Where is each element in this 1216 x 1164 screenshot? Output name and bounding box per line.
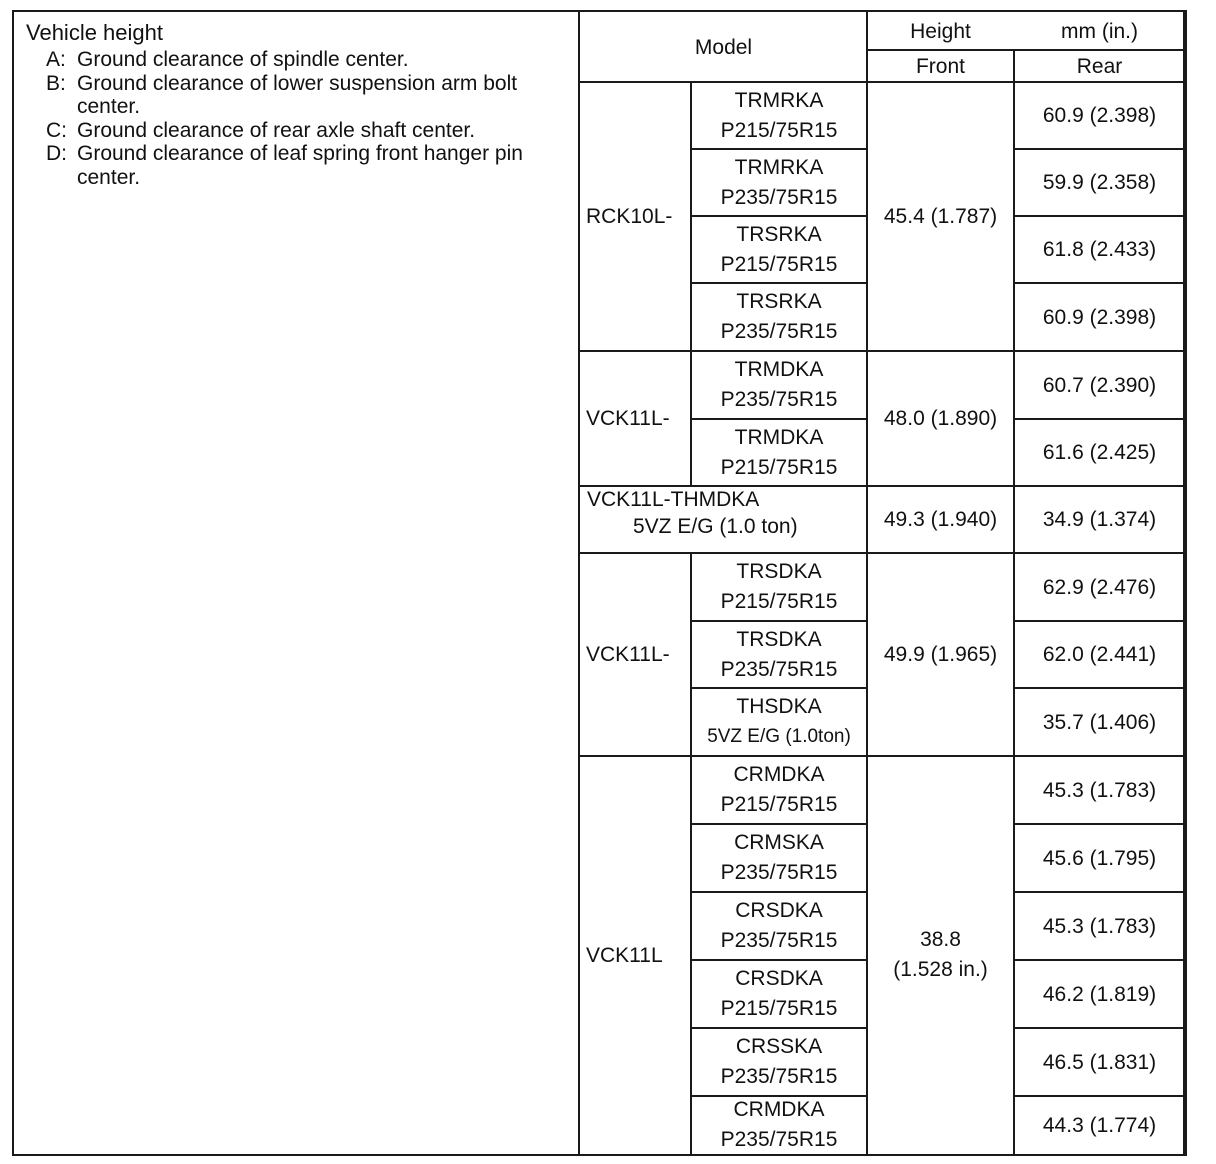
note-key: B: <box>46 71 66 95</box>
front-value-line: 38.8 <box>920 928 961 951</box>
model-code: TRSRKA <box>736 290 822 313</box>
model-cell <box>580 486 867 553</box>
front-value: 49.3 (1.940) <box>883 508 998 531</box>
note-key: C: <box>46 118 67 142</box>
model-code-cell <box>691 419 867 486</box>
model-code: CRSSKA <box>735 1035 823 1058</box>
model-code-cell <box>691 1096 867 1154</box>
tire-size: P235/75R15 <box>720 388 838 411</box>
tire-size: P235/75R15 <box>720 1065 838 1088</box>
header-model: Model <box>694 35 753 59</box>
tire-size: P235/75R15 <box>720 1128 838 1151</box>
note-d <box>46 142 571 189</box>
model-code-cell <box>691 82 867 149</box>
front-value <box>867 756 1014 1154</box>
header-unit: mm (in.) <box>1061 19 1138 43</box>
model-code: TRSRKA <box>736 222 822 246</box>
rear-value: 59.9 (2.358) <box>1042 171 1157 194</box>
model-code: CRSDKA <box>735 967 823 990</box>
rear-value: 60.9 (2.398) <box>1042 305 1157 329</box>
tire-size: P215/75R15 <box>720 118 838 142</box>
model-code-cell <box>691 621 867 688</box>
rear-value: 45.6 (1.795) <box>1042 846 1157 870</box>
model-code: TRSDKA <box>736 627 822 651</box>
tire-size: P215/75R15 <box>720 997 838 1020</box>
rear-value: 62.0 (2.441) <box>1042 643 1157 666</box>
vehicle-height-panel <box>14 12 580 1154</box>
front-value: 48.0 (1.890) <box>883 407 998 430</box>
note-text: Ground clearance of lower suspension arm bolt center. <box>77 71 518 118</box>
note-text: Ground clearance of spindle center. <box>77 48 409 71</box>
tire-size: P235/75R15 <box>720 185 838 209</box>
model-code-cell <box>691 283 867 351</box>
front-value-line: (1.528 in.) <box>893 958 988 981</box>
note-key: D: <box>46 142 67 165</box>
height-spec-table <box>580 12 1185 1154</box>
rear-value: 61.6 (2.425) <box>1042 441 1157 464</box>
rear-value: 60.7 (2.390) <box>1042 373 1157 397</box>
tire-size: P215/75R15 <box>720 793 838 816</box>
model-code: CRSDKA <box>735 899 823 922</box>
model-code: TRMDKA <box>734 358 824 381</box>
tire-size: P235/75R15 <box>720 657 838 681</box>
note-key: A: <box>46 48 66 71</box>
tire-size: 5VZ E/G (1.0ton) <box>707 726 851 747</box>
tire-size: P215/75R15 <box>720 252 838 276</box>
rear-value: 62.9 (2.476) <box>1042 575 1157 599</box>
model-code: TRMRKA <box>734 88 824 112</box>
table-rule <box>867 49 1185 51</box>
rear-value: 61.8 (2.433) <box>1042 238 1157 261</box>
model-code-cell <box>691 216 867 283</box>
rear-value: 34.9 (1.374) <box>1042 508 1157 531</box>
model-code-cell <box>691 824 867 892</box>
header-front: Front <box>915 54 965 78</box>
model-line: 5VZ E/G (1.0 ton) <box>633 515 798 538</box>
model-code-cell <box>691 688 867 756</box>
front-value: 45.4 (1.787) <box>883 205 998 228</box>
model-code: CRMDKA <box>733 763 825 786</box>
tire-size: P235/75R15 <box>720 320 838 343</box>
table-rule <box>1183 12 1185 1154</box>
model-code: CRMDKA <box>733 1098 825 1121</box>
model-code-cell <box>691 892 867 960</box>
rear-value: 46.5 (1.831) <box>1042 1050 1157 1074</box>
model-cell: RCK10L- <box>586 205 673 228</box>
rear-value: 45.3 (1.783) <box>1042 914 1157 938</box>
spec-sheet <box>12 10 1187 1156</box>
header-rear: Rear <box>1076 54 1123 78</box>
model-code: TRMDKA <box>734 425 824 449</box>
rear-value: 60.9 (2.398) <box>1042 104 1157 127</box>
model-code-cell <box>691 756 867 824</box>
panel-title: Vehicle height <box>26 20 163 45</box>
model-code-cell <box>691 351 867 419</box>
note-a <box>46 48 571 72</box>
model-cell: VCK11L- <box>586 643 670 666</box>
model-code-cell <box>691 1028 867 1096</box>
rear-value: 46.2 (1.819) <box>1042 982 1157 1006</box>
rear-value: 44.3 (1.774) <box>1042 1113 1157 1137</box>
model-code: CRMSKA <box>734 831 824 854</box>
tire-size: P235/75R15 <box>720 861 838 884</box>
model-code-cell <box>691 149 867 216</box>
model-code: TRMRKA <box>734 155 824 179</box>
rear-value: 45.3 (1.783) <box>1042 778 1157 802</box>
model-code: THSDKA <box>736 695 822 718</box>
note-c <box>46 119 571 143</box>
model-code-cell <box>691 960 867 1028</box>
note-text: Ground clearance of leaf spring front hanger pin center. <box>77 142 523 189</box>
tire-size: P215/75R15 <box>720 455 838 479</box>
rear-value: 35.7 (1.406) <box>1042 710 1157 734</box>
header-height: Height <box>910 19 971 43</box>
model-code: TRSDKA <box>736 560 822 583</box>
tire-size: P235/75R15 <box>720 929 838 952</box>
note-b <box>46 72 571 119</box>
note-text: Ground clearance of rear axle shaft center. <box>77 118 476 142</box>
model-cell: VCK11L- <box>586 407 670 430</box>
model-cell: VCK11L <box>586 943 663 967</box>
tire-size: P215/75R15 <box>720 590 838 613</box>
model-line: VCK11L-THMDKA <box>587 488 760 511</box>
front-value: 49.9 (1.965) <box>883 643 998 666</box>
model-code-cell <box>691 553 867 621</box>
measurement-notes <box>46 48 571 189</box>
